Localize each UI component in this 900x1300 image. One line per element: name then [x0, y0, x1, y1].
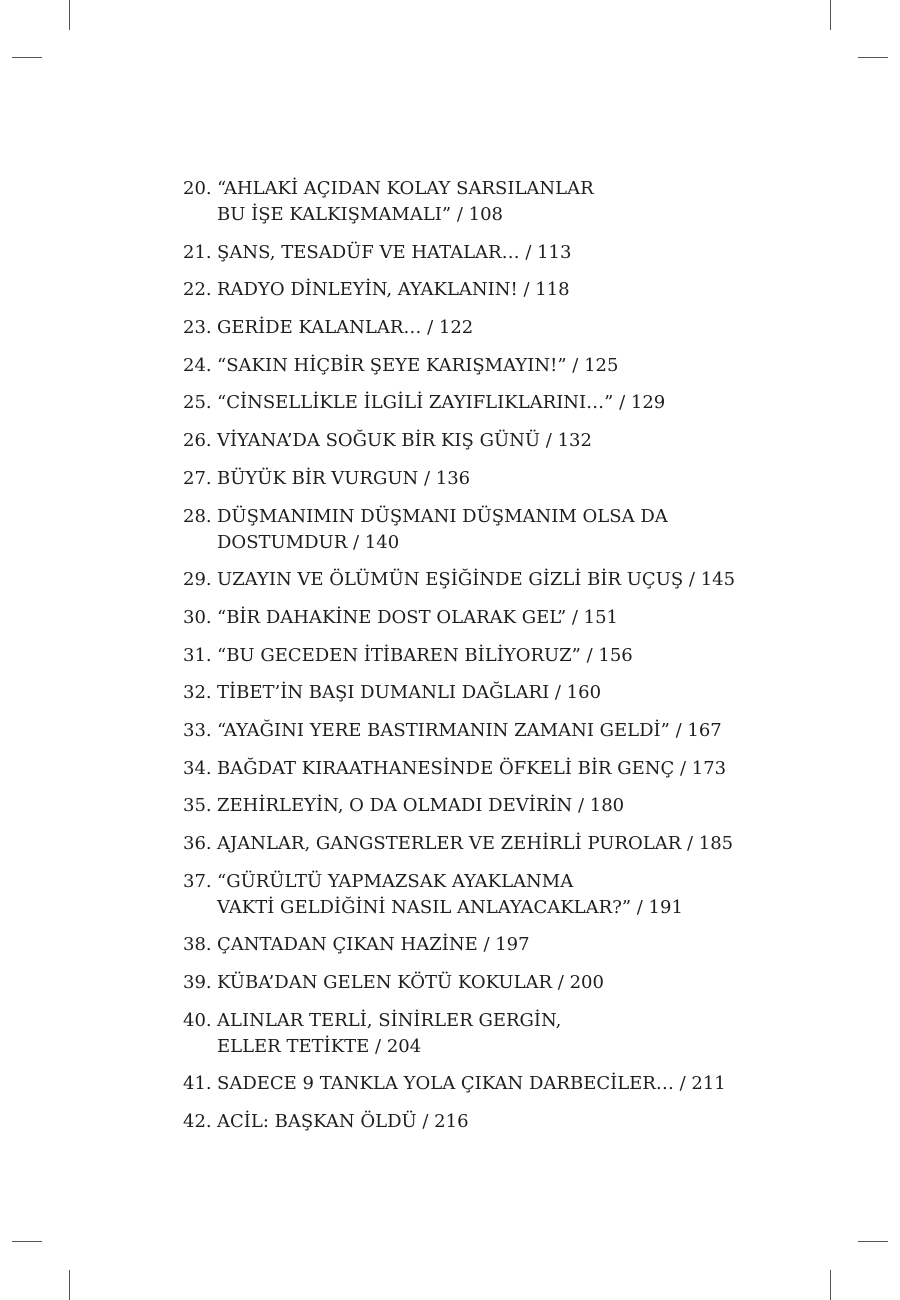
toc-entry-title: [217, 718, 722, 744]
toc-entry-40: [183, 1008, 783, 1060]
toc-entry-39: [183, 970, 783, 996]
toc-entry-line: GERİDE KALANLAR… / 122: [217, 317, 474, 339]
toc-entry-title: [217, 756, 726, 782]
toc-entry-title: [217, 240, 571, 266]
crop-mark-bottom-right-horizontal: [858, 1241, 888, 1242]
toc-entry-line: “CİNSELLİKLE İLGİLİ ZAYIFLIKLARINI…” / 129: [217, 392, 666, 414]
toc-entry-title: [217, 869, 683, 921]
toc-entry-34: [183, 756, 783, 782]
toc-entry-line: BU İŞE KALKIŞMAMALI” / 108: [217, 204, 503, 225]
toc-entry-title: [217, 353, 618, 379]
toc-entry-line: “BU GECEDEN İTİBAREN BİLİYORUZ” / 156: [217, 644, 633, 666]
toc-entry-number: 21.: [183, 241, 212, 263]
toc-entry-24: [183, 353, 783, 379]
toc-entry-41: [183, 1071, 783, 1097]
toc-entry-line: “GÜRÜLTÜ YAPMAZSAK AYAKLANMA: [217, 870, 574, 892]
toc-entry-27: [183, 466, 783, 492]
crop-mark-top-right-horizontal: [858, 57, 888, 58]
toc-entry-title: [217, 315, 473, 341]
toc-entry-line: DÜŞMANIMIN DÜŞMANI DÜŞMANIM OLSA DA: [217, 505, 668, 527]
toc-entry-title: [217, 567, 735, 593]
toc-entry-23: [183, 315, 783, 341]
toc-entry-title: [217, 466, 470, 492]
toc-entry-title: [217, 970, 604, 996]
toc-entry-number: 30.: [183, 606, 212, 628]
toc-entry-32: [183, 680, 783, 706]
crop-mark-bottom-right-vertical: [830, 1270, 831, 1300]
toc-entry-28: [183, 504, 783, 556]
toc-entry-number: 36.: [183, 833, 212, 854]
toc-entry-37: [183, 869, 783, 921]
toc-entry-number: 27.: [183, 467, 212, 489]
toc-entry-line: VAKTİ GELDİĞİNİ NASIL ANLAYACAKLAR?” / 191: [217, 896, 683, 918]
toc-entry-number: 40.: [183, 1009, 212, 1031]
toc-entry-title: [217, 1008, 561, 1060]
toc-entry-line: VİYANA’DA SOĞUK BİR KIŞ GÜNÜ / 132: [217, 430, 592, 452]
toc-entry-title: [217, 176, 594, 228]
toc-entry-title: [217, 277, 570, 303]
toc-entry-number: 29.: [183, 569, 212, 591]
toc-entry-number: 31.: [183, 644, 212, 666]
toc-entry-35: [183, 793, 783, 819]
toc-entry-line: ACİL: BAŞKAN ÖLDÜ / 216: [217, 1111, 469, 1133]
toc-entry-line: “SAKIN HİÇBİR ŞEYE KARIŞMAYIN!” / 125: [217, 354, 619, 376]
toc-entry-number: 23.: [183, 317, 212, 339]
toc-entry-number: 32.: [183, 682, 212, 704]
toc-entry-38: [183, 932, 783, 958]
crop-mark-top-right-vertical: [830, 0, 831, 30]
toc-entry-line: TİBET’İN BAŞI DUMANLI DAĞLARI / 160: [217, 682, 602, 704]
toc-entry-line: ŞANS, TESADÜF VE HATALAR… / 113: [217, 241, 572, 263]
toc-entry-line: RADYO DİNLEYİN, AYAKLANIN! / 118: [217, 279, 570, 301]
toc-entry-title: [217, 390, 665, 416]
toc-entry-number: 22.: [183, 279, 212, 301]
toc-entry-22: [183, 277, 783, 303]
toc-entry-number: 35.: [183, 795, 212, 817]
toc-entry-line: ELLER TETİKTE / 204: [217, 1035, 422, 1057]
toc-entry-31: [183, 643, 783, 669]
toc-entry-29: [183, 567, 783, 593]
toc-entry-33: [183, 718, 783, 744]
toc-entry-30: [183, 605, 783, 631]
toc-entry-number: 39.: [183, 972, 212, 994]
toc-entry-line: ZEHİRLEYİN, O DA OLMADI DEVİRİN / 180: [217, 795, 625, 817]
crop-mark-top-left-vertical: [69, 0, 70, 30]
toc-entry-number: 33.: [183, 719, 212, 741]
toc-entry-line: BÜYÜK BİR VURGUN / 136: [217, 467, 471, 489]
table-of-contents: [183, 176, 783, 1147]
toc-entry-title: [217, 680, 601, 706]
toc-entry-title: [217, 1109, 469, 1135]
toc-entry-line: ÇANTADAN ÇIKAN HAZİNE / 197: [217, 934, 530, 956]
toc-entry-title: [217, 428, 592, 454]
toc-entry-number: 28.: [183, 505, 212, 527]
toc-entry-number: 34.: [183, 757, 212, 779]
toc-entry-42: [183, 1109, 783, 1135]
toc-entry-line: DOSTUMDUR / 140: [217, 531, 400, 553]
toc-entry-line: KÜBA’DAN GELEN KÖTÜ KOKULAR / 200: [217, 972, 604, 994]
toc-entry-title: [217, 932, 530, 958]
toc-entry-title: [217, 643, 633, 669]
toc-entry-36: [183, 831, 783, 857]
toc-entry-number: 41.: [183, 1073, 212, 1095]
toc-entry-title: [217, 1071, 726, 1097]
toc-entry-number: 24.: [183, 354, 212, 376]
toc-entry-title: [217, 504, 668, 556]
toc-entry-25: [183, 390, 783, 416]
toc-entry-line: AJANLAR, GANGSTERLER VE ZEHİRLİ PUROLAR / 185: [217, 833, 734, 854]
crop-mark-bottom-left-horizontal: [12, 1241, 42, 1242]
toc-entry-line: “BİR DAHAKİNE DOST OLARAK GEL” / 151: [217, 606, 619, 628]
toc-entry-line: UZAYIN VE ÖLÜMÜN EŞİĞİNDE GİZLİ BİR UÇUŞ / 145: [217, 569, 736, 591]
toc-entry-line: ALINLAR TERLİ, SİNİRLER GERGİN,: [217, 1009, 562, 1031]
toc-entry-line: BAĞDAT KIRAATHANESİNDE ÖFKELİ BİR GENÇ / 173: [217, 757, 727, 779]
crop-mark-top-left-horizontal: [12, 57, 42, 58]
crop-mark-bottom-left-vertical: [69, 1270, 70, 1300]
toc-entry-title: [217, 793, 624, 819]
toc-entry-26: [183, 428, 783, 454]
toc-entry-number: 42.: [183, 1111, 212, 1133]
toc-entry-number: 20.: [183, 178, 212, 199]
toc-entry-line: “AYAĞINI YERE BASTIRMANIN ZAMANI GELDİ” / 167: [217, 719, 722, 741]
toc-entry-number: 26.: [183, 430, 212, 452]
toc-entry-title: [217, 831, 733, 857]
toc-entry-title: [217, 605, 618, 631]
toc-entry-number: 38.: [183, 934, 212, 956]
toc-entry-21: [183, 240, 783, 266]
toc-entry-20: [183, 176, 783, 228]
toc-entry-number: 37.: [183, 870, 212, 892]
toc-entry-number: 25.: [183, 392, 212, 414]
toc-entry-line: “AHLAKİ AÇIDAN KOLAY SARSILANLAR: [217, 178, 594, 199]
toc-entry-line: SADECE 9 TANKLA YOLA ÇIKAN DARBECİLER… / 211: [217, 1073, 726, 1095]
